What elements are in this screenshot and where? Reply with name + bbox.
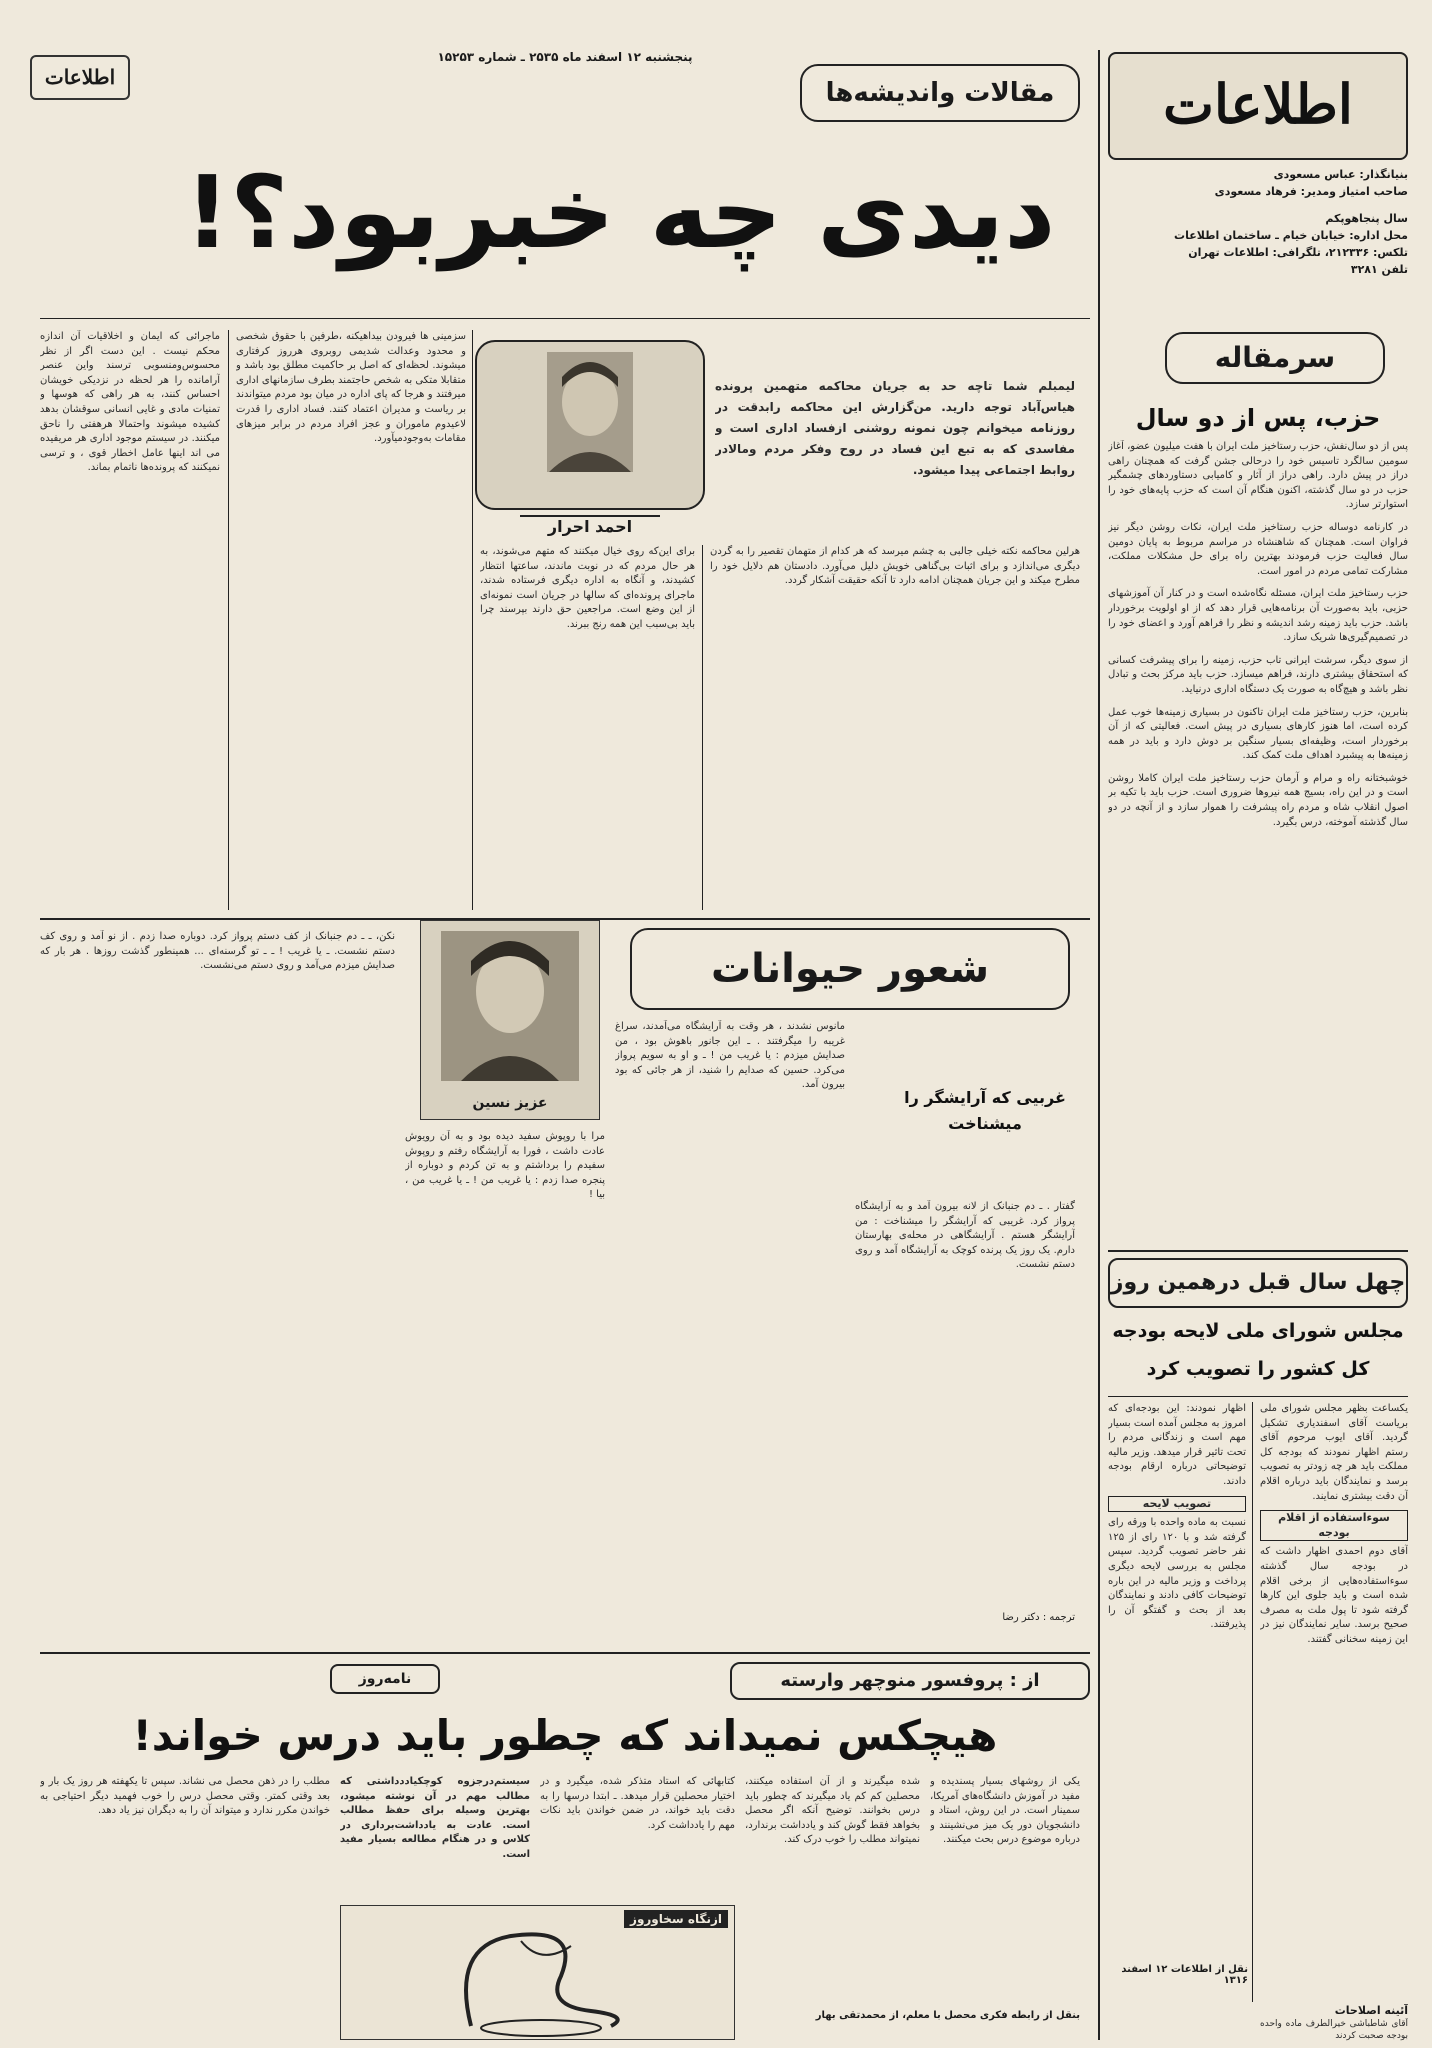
animals-author-photo [420, 920, 600, 1120]
editorial-paragraph: بنابرین، حزب رستاخیز ملت ایران تاکنون در بسیاری زمینه‌ها خوب عمل کرده است، اما هنوز کارهای بسیاری در پیش است. فعالیتی که از آن برخوردار است، وظیفه‌ای بسیار سنگین بر دوش دارد و باید در همه زمینه‌ها به پیشبرد اهداف ملت کمک کند. [1108, 706, 1408, 762]
history-paragraph: نسبت به ماده واحده با ورقه رای گرفته شد و با ۱۲۰ رای از ۱۲۵ نفر حاضر تصویب گردید. سپس مجلس به بررسی لایحه دیگری پرداخت و وزیر مالیه در این باره توضیحات کافی دادند و نمایندگان بعد از بحث و گفتگو آن را پذیرفتند. [1108, 1517, 1246, 1631]
article2-column-5: مطلب را در ذهن محصل می نشاند. سپس تا یکهفته هر روز یک بار و بعد وقتی کمتر. وقتی محصل درس را خوب فهمید دیگر احتیاجی به خواندن مکرر ندارد و میتواند آن را به دیگران نیز یاد دهد. [40, 1776, 330, 1817]
article2-title: هیچکس نمیداند که چطور باید درس خواند! [132, 1711, 998, 1760]
animals-column-1: گفتار . ـ دم جنبانک از لانه بیرون آمد و به آرایشگاه پرواز کرد. غریبی که آرایشگر را میشناخت : من آرایشگر هستم . آرایشگاهی در محله‌ی بهارستان دارم. یک روز یک پرنده کوچک به آرایشگاه آمد و روی دستم نشست. [855, 1201, 1075, 1271]
main-headline: دیدی چه خبربود؟! [184, 154, 1056, 271]
history-label: چهل سال قبل درهمین روز [1108, 1258, 1408, 1308]
history-paragraph: اظهار نمودند: این بودجه‌ای که امروز به مجلس آمده است بسیار مهم است و زندگانی مردم را تحت تاثیر قرار میدهد. وزیر مالیه توضیحاتی درباره ارقام بودجه دادند. [1108, 1403, 1246, 1487]
col-sep [472, 330, 473, 910]
editorial-paragraph: حزب رستاخیز ملت ایران، مسئله نگاه‌شده است و در کنار آن آموزشهای حزبی، باید به‌صورت آن برنامه‌هایی قرار دهد که از او اولویت برخوردار باشد. حزب باید زمینه رشد اندیشه و نظر را فراهم آورد و اعضای خود را در تصمیم‌گیری‌ها شریک سازد. [1108, 588, 1408, 644]
col-sep [228, 330, 229, 910]
masthead-info [1108, 166, 1408, 341]
article2-source: بنقل از رابطه فکری محصل با معلم، از محمدتقی بهار [815, 2010, 1080, 2021]
article2-column-3: کتابهائی که استاد متذکر شده، میگیرد و در اختیار محصلین قرار میدهد. ـ ابتدا درسها را به دقت باید خواند، در ضمن خواندن باید نکات مهم را یادداشت کرد. [540, 1776, 735, 1831]
history-paragraph: آقای دوم احمدی اظهار داشت که در بودجه سال گذشته سوءاستفاده‌هایی از برخی اقلام شده است و باید جلوی این کارها گرفته شود تا پول ملت به مصرف صحیح برسد. سایر نمایندگان نیز در این زمینه سخنانی گفتند. [1260, 1546, 1408, 1645]
feature-column-4: هرلین محاکمه نکته خیلی جالبی به چشم میرسد که هر کدام از متهمان تقصیر را به گردن دیگری می‌اندازد و برای اثبات بی‌گناهی خویش دلیل می‌آورد. دادستان هم دلایل خود را مطرح میکند و این جریان همچنان ادامه دارد تا آنکه حقیقت آشکار گردد. [710, 546, 1080, 587]
feature-author: احمد احرار [520, 515, 660, 539]
history-column-left [1108, 1402, 1246, 1962]
editorial-body [1108, 440, 1408, 1245]
feature-column-3: برای این‌که روی خیال میکنند که متهم می‌شوند، به هر حال مردم که در نوبت ماندند، ساعتها انتظار کشیدند، و آنگاه به اداره دیگری فرستاده شدند، ماجرای پرونده‌ای که سالها در جریان است نمونه‌ای از این وضع است. مراجعین حق دارند بپرسند چرا باید بی‌سبب این همه رنج ببرند. [480, 546, 695, 630]
history-subheading: سوءاستفاده از اقلام بودجه [1260, 1510, 1408, 1541]
rule-lower [40, 1652, 1090, 1654]
author-sketch [421, 921, 599, 1091]
newspaper-logo [1108, 52, 1408, 160]
rule-under-headline [40, 318, 1090, 319]
corner-logo: اطلاعات [30, 55, 130, 100]
founder: بنیانگذار: عباس مسعودی [1273, 168, 1408, 181]
phone: تلفن ۳۲۸۱ [1350, 263, 1408, 276]
issue-date-line: پنجشنبه ۱۲ اسفند ماه ۲۵۳۵ ـ شماره ۱۵۲۵۳ [437, 50, 693, 64]
footnote-title: آئینه اصلاحات [1334, 2004, 1408, 2017]
editorial-title: حزب، پس از دو سال [1135, 404, 1381, 432]
animals-subtitle: غربیی که آرایشگر را میشناخت [904, 1088, 1066, 1133]
history-column-right [1260, 1402, 1408, 2002]
section-label: مقالات واندیشه‌ها [800, 64, 1080, 122]
owner: صاحب امتیاز ومدیر: فرهاد مسعودی [1214, 185, 1408, 198]
article2-column-1: یکی از روشهای بسیار پسندیده و مفید در آموزش دانشگاه‌های آمریکا، سمینار است. در این روش، استاد و دانشجویان دور یک میز می‌نشینند و درباره موضوع درس بحث میکنند. [930, 1776, 1080, 1846]
editorial-label: سرمقاله [1165, 332, 1385, 384]
animals-column-2: مانوس نشدند ، هر وقت به آرایشگاه می‌آمدند، سراغ غریبه را میگرفتند . ـ این جانور باهوش بود ، من صدایش میزدم : یا غریب من ! ـ و او به سویم پرواز می‌کرد. حسین که صدایم را شنید، از هر جائی که بود بیرون آمد. [615, 1021, 845, 1091]
feature-intro: لیمبلم شما تاچه حد به جریان محاکمه متهمین پرونده هیاس‌آباد توجه دارید. من‌گزارش این محاکمه رابدقت در روزنامه میخوانم چون نمونه روشنی ازفساد اداری است و مفاسدی که به تبع این فساد در روح وفکر مردم ومالادر روابط اجتماعی پیدا میشود. [715, 379, 1075, 477]
article2-label: نامه‌روز [330, 1664, 440, 1694]
history-source: نقل از اطلاعات ۱۲ اسفند ۱۳۱۶ [1121, 1964, 1248, 1986]
rule-right-1 [1108, 1250, 1408, 1252]
rule-right-2 [1108, 1396, 1408, 1397]
editorial-paragraph: از سوی دیگر، سرشت ایرانی تاب حزب، زمینه را برای پیشرفت کسانی که استحقاق بیشتری دارند، فراهم میسازد. حزب باید مرکز بحث و تبادل نظر باشد و هیچ‌گاه به صورت یک دستگاه اداری درنیاید. [1108, 654, 1408, 695]
year-line: سال پنجاهوپکم [1325, 212, 1408, 225]
history-subheading: تصویب لایحه [1108, 1496, 1246, 1513]
article2-column-2: شده میگیرند و از آن استفاده میکنند، محصلین کم کم یاد میگیرند که چطور باید درس بخوانند. توضیح آنکه اگر محصل بخواهد فقط گوش کند و یادداشت برندارد، نمیتواند مطلب را خوب درک کند. [745, 1776, 920, 1846]
col-sep [702, 545, 703, 910]
animals-column-4: نکن، ـ ـ دم جنبانک از کف دستم پرواز کرد. دوباره صدا زدم . از نو آمد و روی کف دستم نشست. ـ یا غریب ! ـ ـ تو گرسنه‌ای ... همینطور گذشت روزها . هر بار که صدایش میزدم می‌آمد و روی دستم می‌نشست. [40, 931, 395, 972]
cartoon-label: ازنگاه سخاوروز [624, 1910, 728, 1928]
feature-column-2: سزمینی ها فیرودن بیداهیکنه ،طرفین با حقوق شخصی و محدود وعدالت شدیمی روبروی هرروز کرفتاری میشوند. لحظه‌ای که اصل بر حاکمیت مطلق ‌بود باشد و متقابلا متکی به شخص حاجتمند بطرف سازمانهای اداری میرفتند و هرجا که پای اداره در میان بود مردم میتواندند بر ریاست و مدیران اعتماد کنند. فساد اداری را قدرت لاعیدوم ماموران و عجز افراد مردم در برابر میزهای مقامات به‌وجودمیآورد. [236, 331, 466, 445]
col-sep [1252, 1402, 1253, 2002]
address: محل اداره: خیابان خیام ـ ساختمان اطلاعات [1174, 229, 1408, 242]
history-title: مجلس شورای ملی لایحه بودجه کل کشور را تصویب کرد [1112, 1320, 1404, 1380]
footnote: آقای شاطباشی خیرالطرف ماده واحده بودجه صحبت کردند [1260, 2019, 1408, 2041]
animals-title: شعور حیوانات [630, 928, 1070, 1010]
column-rule-right [1098, 50, 1100, 2040]
article2-column-4: سیستم‌درجزوه کوچکیاددداشتی که مطالب مهم در آن نوشته میشود، بهترین وسیله برای حفظ مطالب است. عادت به یادداشت‌برداری در کلاس و در هنگام مطالعه بسیار مفید است. [340, 1776, 530, 1860]
animals-column-3: مرا با روپوش سفید دیده بود و به آن رویوش عادت داشت ، فورا به آرایشگاه رفتم و روپوش سفیدم را برداشتم و به تن کردم و دوباره از پنجره صدا زدم : یا غریب من ! ـ یا غریب من ، بیا ! [405, 1131, 605, 1201]
article2-byline: از : پروفسور منوچهر وارسته [730, 1662, 1090, 1700]
history-paragraph: یکساعت بظهر مجلس شورای ملی بریاست آقای اسفندیاری تشکیل گردید. آقای ایوب مرحوم آقای رستم اظهار نمودند که بودجه کل مملکت باید هر چه زودتر به تصویب برسد و نمایندگان باید درباره اقلام آن دقت بیشتری نمایند. [1260, 1403, 1408, 1502]
logo-text: اطلاعات [1163, 72, 1353, 136]
animals-author: عزیز نسین [472, 1095, 548, 1111]
editorial-paragraph: پس از دو سال‌نفش، حزب رستاخیز ملت ایران با هفت میلیون عضو، آغاز سومین سالگرد تاسیس خود را درحالی جشن گرفت که همچنان راهی دراز در پیش دارد. راهی دراز از آثار و کامیابی دستاوردهای چشمگیر حزب در دو سال گذشته، اکنون هنگام آن است که حزب پایه‌های خود را استوارتر سازد. [1108, 441, 1408, 511]
editorial-paragraph: خوشبختانه راه و مرام و آرمان حزب رستاخیز ملت ایران کاملا روشن است و در این راه، بسیج همه نیروها ضروری است. حزب باید با تکیه بر اصول انقلاب شاه و مردم راه پیشرفت را هموار سازد و از آنچه در دو سال گذشته آموخته، درس بگیرد. [1108, 772, 1408, 828]
author-photo [475, 340, 705, 510]
telex: تلکس: ۲۱۲۳۳۶، تلگرافی: اطلاعات تهران [1188, 246, 1408, 259]
cartoon [340, 1905, 735, 2040]
portrait-illustration [477, 342, 703, 508]
feature-column-1: ماجرائی که ایمان و اخلاقیات آن اندازه محکم نیست . این دست اگر از نظر محسوس‌ومنسوبی ترسند واین عنصر آرامانده را هر لحظه در نزدیکی خویشان احساس کنند، به هر راهی که هوسها و تمنیات مادی و غایی انسانی سوقشان بدهد کشیده میشوند واحتمالا هرهفتی را ناحق میکنند. در سیستم موجود اداری هر مریفیده می‌ اند اینها عامل اخطار قوی ، و ترسی نمیکنند که پرونده‌ها ناتمام بماند. [40, 331, 220, 474]
animals-credit: ترجمه : دکتر رضا [1002, 1612, 1075, 1623]
editorial-paragraph: در کارنامه دوساله حزب رستاخیز ملت ایران، نکات روشن دیگر نیز فراوان است. همچنان که شاهنشاه در مراسم مربوط به پایان دومین سال فعالیت حزب فرمودند بهترین راه برای حل مشکلات مملکت، مشارکت تمامی مردم در امور است. [1108, 521, 1408, 577]
